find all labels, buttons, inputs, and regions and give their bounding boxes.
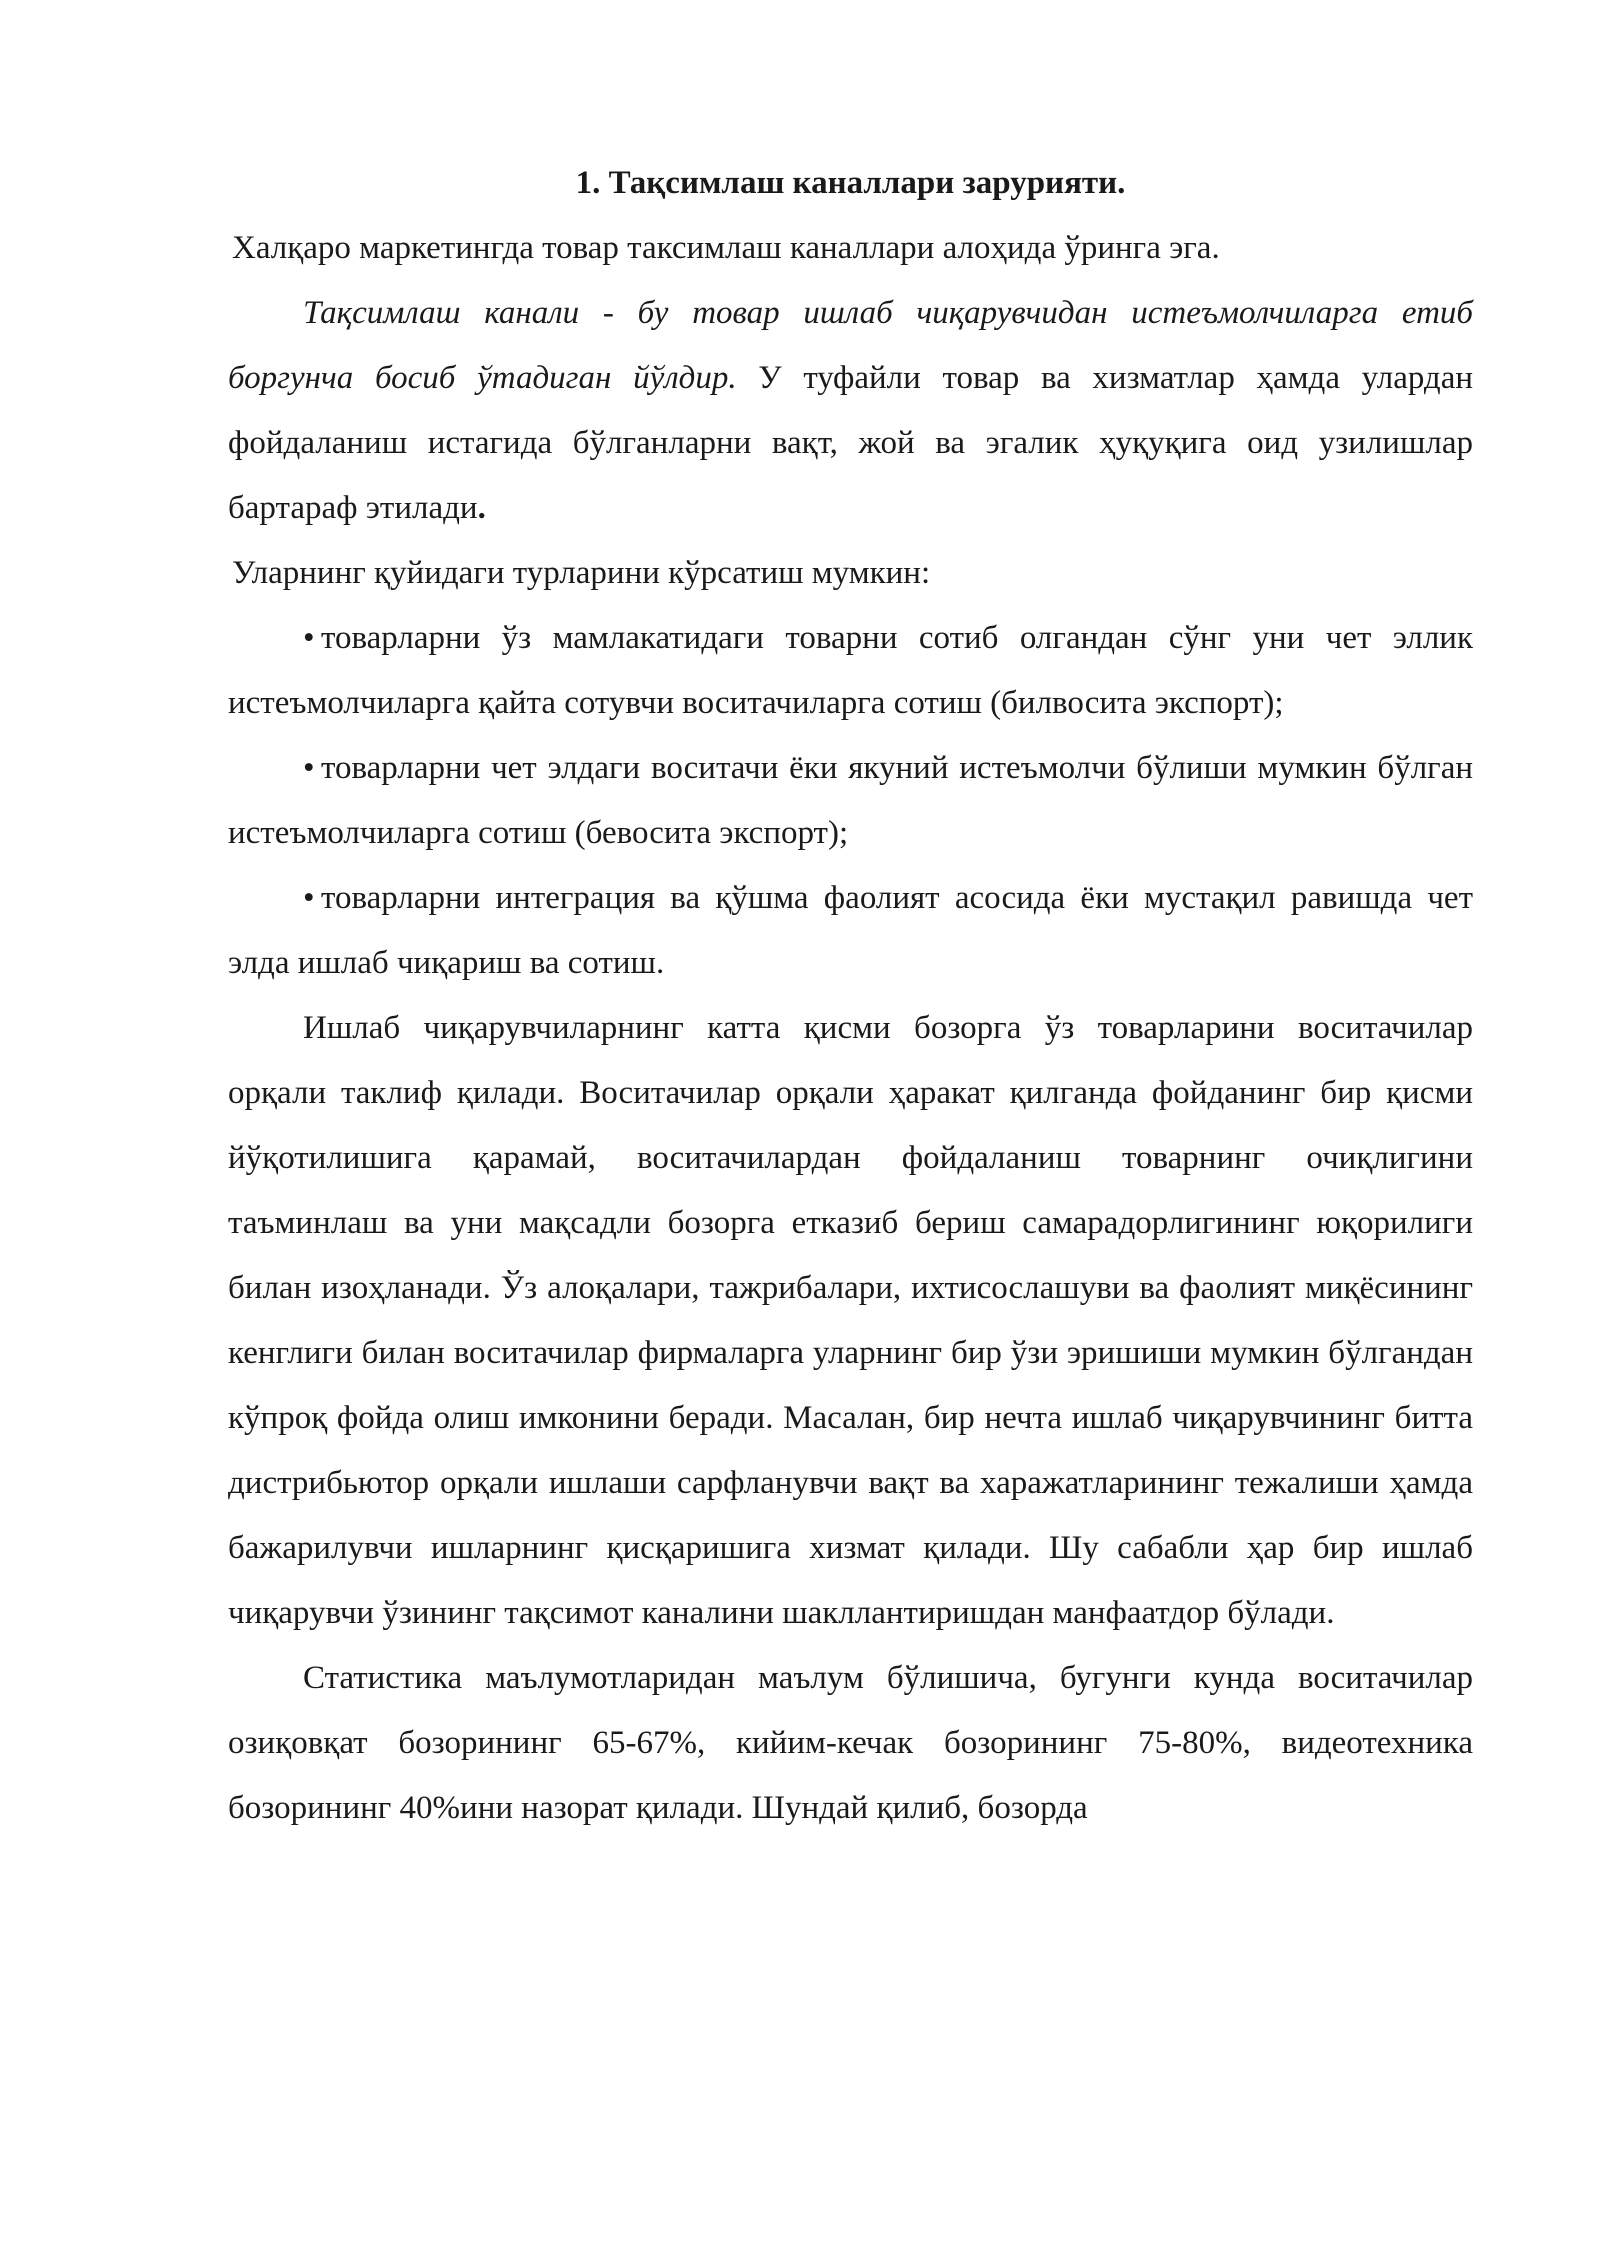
bullet-item-2 xyxy=(228,736,1473,866)
bullet-icon: • xyxy=(303,620,315,656)
bullet-text-1: товарларни ўз мамлакатидаги товарни сотиб олгандан сўнг уни чет эллик истеъмолчиларга қайта сотувчи воситачиларга сотиш (билвосита экспорт); xyxy=(228,620,1473,721)
section-title: 1. Тақсимлаш каналлари зарурияти. xyxy=(575,165,1126,201)
types-intro-paragraph: Уларнинг қуйидаги турларини кўрсатиш мумкин: xyxy=(232,555,931,591)
intermediaries-paragraph: Ишлаб чиқарувчиларнинг катта қисми бозорга ўз товарларини воситачилар орқали таклиф қилади. Воситачилар орқали ҳаракат қилганда фойданинг бир қисми йўқотилишига қарамай, воситачилардан фойдаланиш товарнинг очиқлигини таъминлаш ва уни мақсадли бозорга етказиб бериш самарадорлигининг юқорилиги билан изоҳланади. Ўз алоқалари, тажрибалари, ихтисослашуви ва фаолият миқёсининг кенглиги билан воситачилар фирмаларга уларнинг бир ўзи эришиши мумкин бўлгандан кўпроқ фойда олиш имконини беради. Масалан, бир нечта ишлаб чиқарувчининг битта дистрибьютор орқали ишлаши сарфланувчи вақт ва харажатларининг тежалиши ҳамда бажарилувчи ишларнинг қисқаришига хизмат қилади. Шу сабабли ҳар бир ишлаб чиқарувчи ўзининг тақсимот каналини шакллантиришдан манфаатдор бўлади. xyxy=(228,1010,1473,1631)
bullet-text-3: товарларни интеграция ва қўшма фаолият асосида ёки мустақил равишда чет элда ишлаб чиқариш ва сотиш. xyxy=(228,880,1473,981)
definition-text: У туфайли товар ва хизматлар ҳамда улардан фойдаланиш истагида бўлганларни вақт, жой ва эгалик ҳуқуқига оид узилишлар бартараф этилади xyxy=(228,360,1473,526)
intro-paragraph: Халқаро маркетингда товар таксимлаш каналлари алоҳида ўринга эга. xyxy=(232,230,1220,266)
statistics-paragraph: Статистика маълумотларидан маълум бўлишича, бугунги кунда воситачилар озиқовқат бозорининг 65-67%, кийим-кечак бозорининг 75-80%, видеотехника бозорининг 40%ини назорат қилади. Шундай қилиб, бозорда xyxy=(228,1660,1473,1826)
bullet-item-3 xyxy=(228,866,1473,996)
bullet-icon: • xyxy=(303,880,315,916)
definition-paragraph xyxy=(228,281,1473,541)
bullet-text-2: товарларни чет элдаги воситачи ёки якуний истеъмолчи бўлиши мумкин бўлган истеъмолчиларга сотиш (бевосита экспорт); xyxy=(228,750,1473,851)
document-body xyxy=(228,150,1473,1841)
bullet-icon: • xyxy=(303,750,315,786)
definition-end-mark: . xyxy=(477,490,486,526)
definition-term: Тақсимлаш канали - бу товар ишлаб чиқарувчидан истеъмолчиларга етиб боргунча босиб ўтадиган йўлдир. xyxy=(228,295,1473,396)
bullet-item-1 xyxy=(228,606,1473,736)
